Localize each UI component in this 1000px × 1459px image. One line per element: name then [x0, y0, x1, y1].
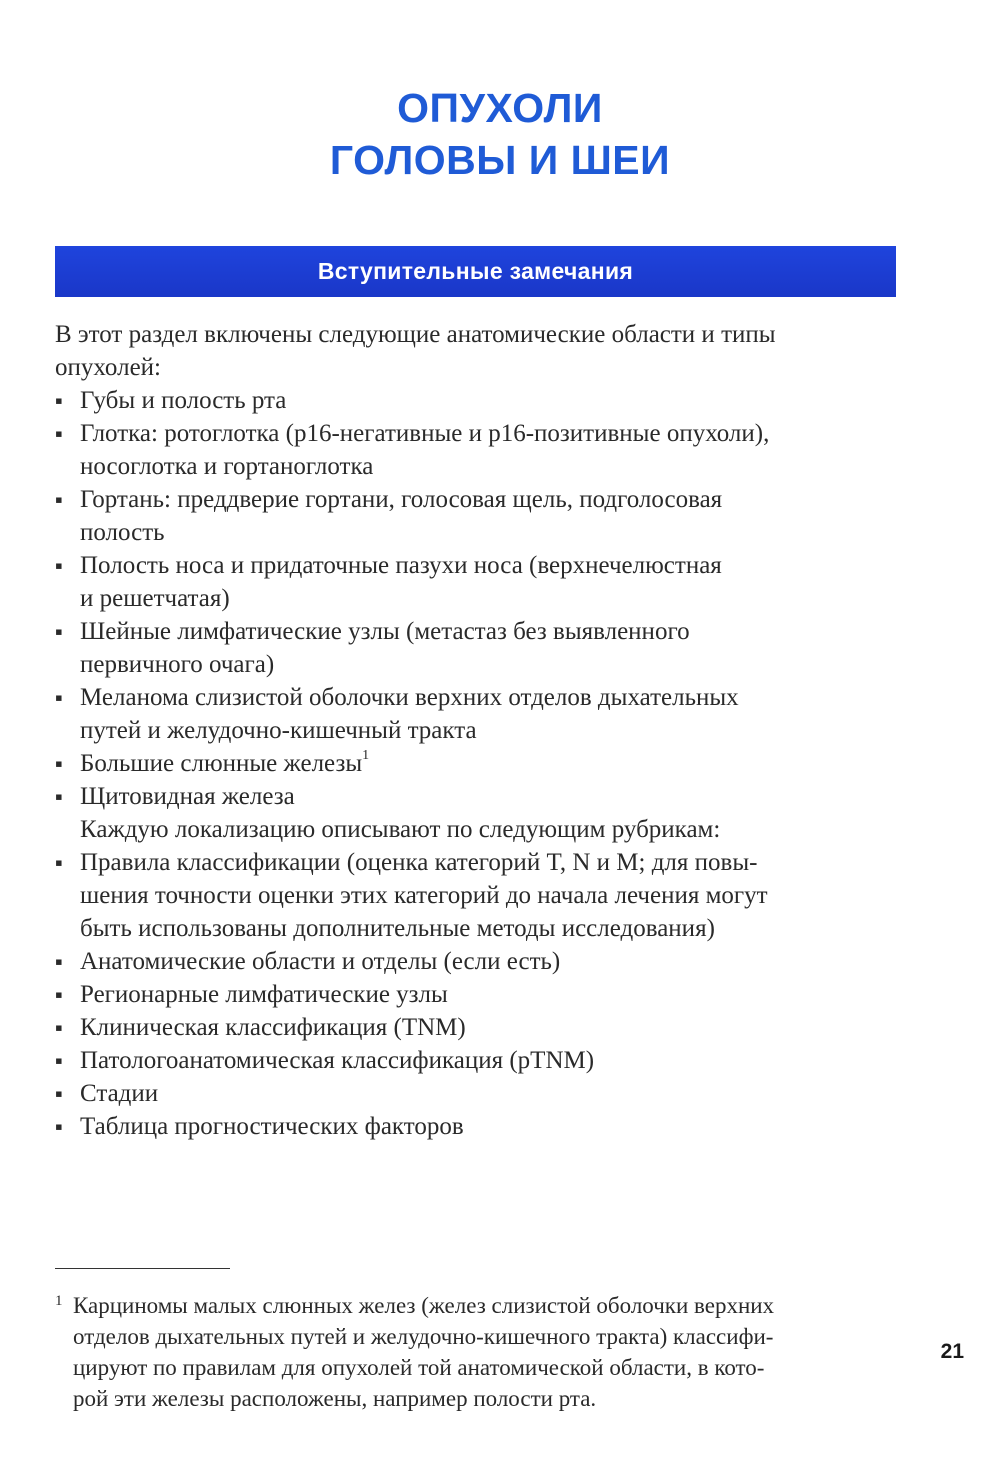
footnote-divider [55, 1268, 230, 1269]
page-number: 21 [940, 1340, 964, 1363]
bullet-icon: ▪ [55, 949, 63, 974]
intro-line-2: опухолей: [55, 354, 161, 381]
footnote-number: 1 [55, 1293, 63, 1309]
list-item: ▪ Губы и полость рта [55, 384, 905, 417]
list-item: ▪ Таблица прогностических факторов [55, 1110, 905, 1143]
chapter-title-line-2: ГОЛОВЫ И ШЕИ [329, 137, 671, 183]
bullet-icon: ▪ [55, 1081, 63, 1106]
bullet-icon: ▪ [55, 784, 63, 809]
intro-line-1: В этот раздел включены следующие анатомические области и типы [55, 321, 776, 348]
list-item: ▪ Анатомические области и отделы (если есть) [55, 945, 905, 978]
rubric-intro: Каждую локализацию описывают по следующим рубрикам: [80, 816, 721, 843]
bullet-icon: ▪ [55, 388, 63, 413]
bullet-icon: ▪ [55, 421, 63, 446]
list-item: ▪ Регионарные лимфатические узлы [55, 978, 905, 1011]
list-item: ▪ Шейные лимфатические узлы (метастаз без выявленного первичного очага) [55, 615, 905, 681]
bullet-icon: ▪ [55, 1048, 63, 1073]
bullet-icon: ▪ [55, 619, 63, 644]
footnote-line-1: Карциномы малых слюнных желез (желез слизистой оболочки верхних [73, 1293, 775, 1318]
chapter-title [0, 82, 1000, 186]
bullet-icon: ▪ [55, 850, 63, 875]
bullet-icon: ▪ [55, 553, 63, 578]
list-item: ▪ Стадии [55, 1077, 905, 1110]
bullet-icon: ▪ [55, 982, 63, 1007]
bullet-icon: ▪ [55, 751, 63, 776]
body-text [55, 318, 905, 1143]
list-item: ▪ Большие слюнные железы$^1$ [55, 747, 905, 780]
footnote-line-2: отделов дыхательных путей и желудочно-кишечного тракта) классифи- [73, 1324, 774, 1349]
chapter-title-line-1: ОПУХОЛИ [397, 85, 603, 131]
list-item: ▪ Клиническая классификация (TNM) [55, 1011, 905, 1044]
list-item: ▪ Правила классификации (оценка категорий T, N и M; для повы- шения точности оценки этих категорий до начала лечения могут быть использованы дополнительные методы исследования) [55, 846, 905, 945]
footnote-reference[interactable]: 1 [362, 748, 370, 763]
regions-list [55, 384, 905, 813]
list-item: ▪ Гортань: преддверие гортани, голосовая щель, подголосовая полость [55, 483, 905, 549]
list-item: ▪ Патологоанатомическая классификация (pTNM) [55, 1044, 905, 1077]
bullet-icon: ▪ [55, 685, 63, 710]
bullet-icon: ▪ [55, 1015, 63, 1040]
list-item: ▪ Полость носа и придаточные пазухи носа (верхнечелюстная и решетчатая) [55, 549, 905, 615]
section-heading: Вступительные замечания [317, 258, 634, 284]
footnote-line-4: рой эти железы расположены, например полости рта. [73, 1386, 597, 1411]
bullet-icon: ▪ [55, 1114, 63, 1139]
list-item: ▪ Глотка: ротоглотка (p16-негативные и p16-позитивные опухоли), носоглотка и гортаноглотка [55, 417, 905, 483]
section-banner [55, 246, 896, 297]
rubrics-list [55, 846, 905, 1143]
bullet-icon: ▪ [55, 487, 63, 512]
footnote [55, 1290, 915, 1414]
list-item: ▪ Меланома слизистой оболочки верхних отделов дыхательных путей и желудочно-кишечный тракта [55, 681, 905, 747]
list-item: ▪ Щитовидная железа [55, 780, 905, 813]
footnote-line-3: цируют по правилам для опухолей той анатомической области, в кото- [73, 1355, 765, 1380]
